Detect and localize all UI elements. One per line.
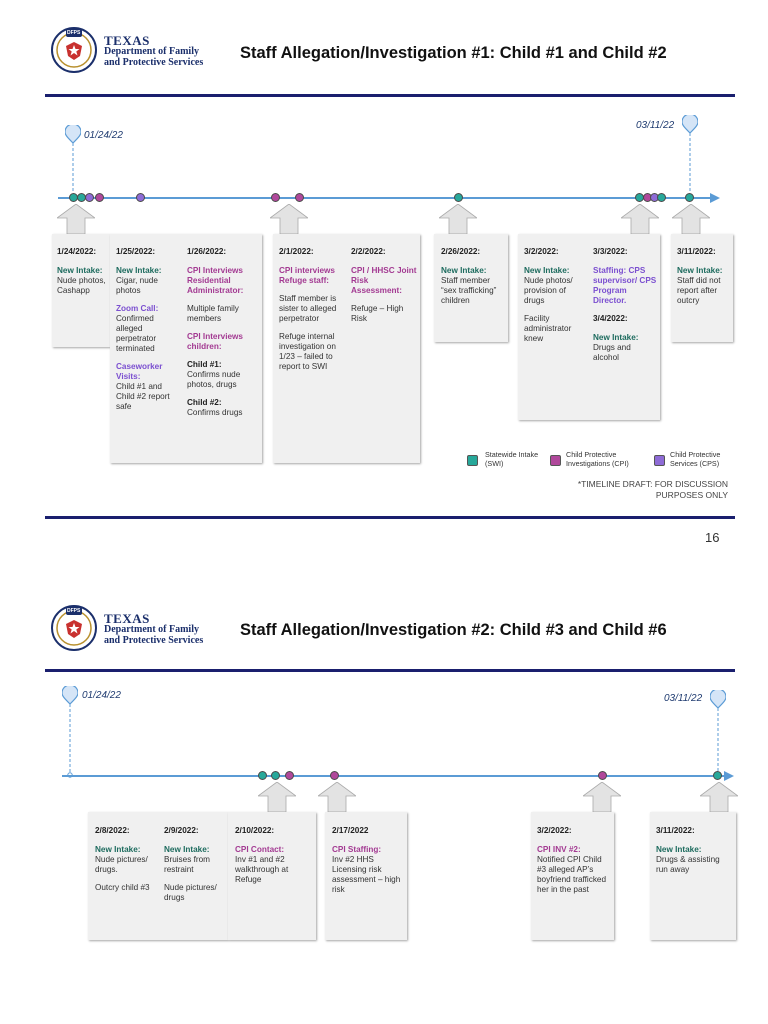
slide2-dot	[713, 771, 722, 780]
slide1-dot	[85, 193, 94, 202]
legend-cpi-swatch	[550, 455, 561, 466]
logo-line1: TEXAS	[104, 33, 150, 48]
slide1-pin-right-label: 03/11/22	[636, 120, 675, 131]
legend-swi-label: Statewide Intake (SWI)	[485, 450, 539, 468]
s1-col-7: 3/2/2022: New Intake: Nude photos/ provision of drugs Facility administrator knew	[524, 247, 573, 343]
slide2-pin-right-icon	[710, 690, 726, 778]
logo-line2: Department of Family	[104, 46, 199, 57]
seal-text: DFPS	[67, 30, 81, 36]
slide1-pin-left-label: 01/24/22	[84, 130, 123, 141]
s2-col-4: 2/17/2022 CPI Staffing: Inv #2 HHS Licensing risk assessment – high risk	[332, 826, 401, 894]
slide1-title: Staff Allegation/Investigation #1: Child #1 and Child #2	[240, 44, 667, 62]
slide2-timeline-arrow	[724, 771, 734, 781]
slide2-dot	[271, 771, 280, 780]
slide1-up-arrow-icon	[57, 204, 95, 234]
s1-col-2: 1/25/2022: New Intake: Cigar, nude photos Zoom Call: Confirmed alleged perpetrator terminated Caseworker Visits: Child #1 and Child #2 report safe	[116, 247, 170, 411]
s1-col-3: 1/26/2022: CPI Interviews Residential Administrator: Multiple family members CPI Interviews children: Child #1: Confirms nude photos, drugs Child #2: Confirms drugs	[187, 247, 244, 417]
s2-col-6: 3/11/2022: New Intake: Drugs & assisting run away	[656, 826, 720, 874]
slide2-up-arrow-icon	[258, 782, 296, 812]
slide1-dot	[271, 193, 280, 202]
slide2-dot	[285, 771, 294, 780]
slide1-bottom-rule	[45, 516, 735, 519]
slide2-pin-left-icon	[62, 686, 78, 778]
page-number: 16	[705, 530, 720, 545]
logo-line1: TEXAS	[104, 611, 150, 626]
seal-text: DFPS	[67, 608, 81, 614]
slide1-up-arrow-icon	[621, 204, 659, 234]
slide1-up-arrow-icon	[672, 204, 710, 234]
slide2-up-arrow-icon	[700, 782, 738, 812]
s2-col-3: 2/10/2022: CPI Contact: Inv #1 and #2 walkthrough at Refuge	[235, 826, 289, 884]
s1-col-5: 2/2/2022: CPI / HHSC Joint Risk Assessment: Refuge – High Risk	[351, 247, 417, 323]
legend-swi-swatch	[467, 455, 478, 466]
s1-col-4: 2/1/2022: CPI interviews Refuge staff: Staff member is sister to alleged perpetrator Refuge internal investigation on 1/23 – failed to report to SWI	[279, 247, 337, 371]
logo-line2: Department of Family	[104, 624, 199, 635]
slide1-dot	[95, 193, 104, 202]
slide1-dot	[685, 193, 694, 202]
slide1-top-rule	[45, 94, 735, 97]
slide1-timeline	[58, 197, 710, 199]
slide2-timeline	[62, 775, 724, 777]
slide2-dot	[598, 771, 607, 780]
slide1-up-arrow-icon	[439, 204, 477, 234]
slide1-pin-left-icon	[65, 125, 81, 197]
dfps-logo-2	[50, 604, 220, 652]
slide2-pin-right-label: 03/11/22	[664, 693, 703, 704]
dfps-logo	[50, 26, 220, 74]
s2-col-2: 2/9/2022: New Intake: Bruises from restraint Nude pictures/ drugs	[164, 826, 217, 902]
logo-line3: and Protective Services	[104, 635, 204, 646]
slide2-pin-left-label: 01/24/22	[82, 690, 121, 701]
slide2-title: Staff Allegation/Investigation #2: Child #3 and Child #6	[240, 621, 667, 639]
slide1-dot	[454, 193, 463, 202]
s2-col-5: 3/2/2022: CPI INV #2: Notified CPI Child #3 alleged AP’s boyfriend trafficked her in the past	[537, 826, 607, 894]
s1-col-1: 1/24/2022: New Intake: Nude photos, Cashapp	[57, 247, 106, 295]
slide1-dot	[136, 193, 145, 202]
slide2-dot	[330, 771, 339, 780]
logo-line3: and Protective Services	[104, 57, 204, 68]
timeline-draft-note: *TIMELINE DRAFT: FOR DISCUSSION PURPOSES ONLY	[577, 479, 728, 500]
slide1-up-arrow-icon	[270, 204, 308, 234]
s1-col-9: 3/11/2022: New Intake: Staff did not report after outcry	[677, 247, 723, 305]
s1-col-8: 3/3/2022: Staffing: CPS supervisor/ CPS Program Director. 3/4/2022: New Intake: Drugs and alcohol	[593, 247, 657, 362]
slide1-timeline-arrow	[710, 193, 720, 203]
s1-col-6: 2/26/2022: New Intake: Staff member “sex trafficking” children	[441, 247, 497, 305]
legend-cps-swatch	[654, 455, 665, 466]
slide2-up-arrow-icon	[318, 782, 356, 812]
legend-cps-label: Child Protective Services (CPS)	[670, 450, 721, 468]
slide1-dot	[295, 193, 304, 202]
slide2-dot	[258, 771, 267, 780]
slide2-top-rule	[45, 669, 735, 672]
s2-col-1: 2/8/2022: New Intake: Nude pictures/ drugs. Outcry child #3	[95, 826, 150, 892]
legend-cpi-label: Child Protective Investigations (CPI)	[566, 450, 629, 468]
slide2-up-arrow-icon	[583, 782, 621, 812]
slide1-dot	[657, 193, 666, 202]
slide1-pin-right-icon	[682, 115, 698, 197]
